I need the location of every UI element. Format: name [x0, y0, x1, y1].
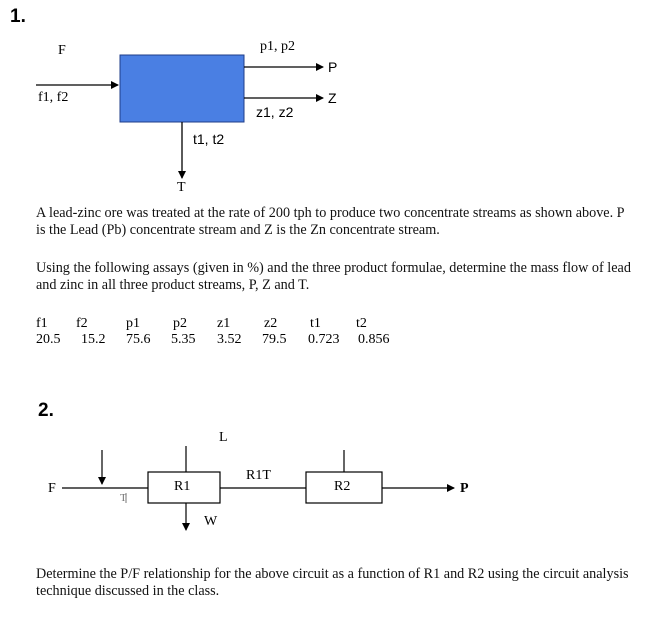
assay-value: 15.2 — [81, 332, 106, 347]
assay-header: z2 — [264, 316, 278, 331]
r1t-label: R1T — [246, 468, 271, 483]
r1-label: R1 — [174, 479, 191, 494]
feed-label: F — [58, 43, 66, 58]
assay-header: p2 — [173, 316, 187, 331]
problem-1-paragraph-1: A lead-zinc ore was treated at the rate of 200 tph to produce two concentrate streams as shown above. P is the Lead (Pb) concentrate stream and Z is the Zn concentrate stream. — [36, 205, 625, 238]
assay-header: t1 — [310, 316, 321, 331]
assay-value: 3.52 — [217, 332, 242, 347]
circuit-t-label: T — [120, 492, 127, 504]
assay-header: f2 — [76, 316, 88, 331]
circuit-f-label: F — [48, 481, 56, 496]
t-assays-label: t1, t2 — [193, 131, 225, 147]
z-stream-label: Z — [328, 90, 337, 106]
problem-1-paragraph-2: Using the following assays (given in %) and the three product formulae, determine the mass flow of lead and zinc in all three product streams, P, Z and T. — [36, 260, 631, 293]
r2-label: R2 — [334, 479, 351, 494]
feed-assays-label: f1, f2 — [38, 90, 69, 105]
assay-value: 75.6 — [126, 332, 151, 347]
z-assays-label: z1, z2 — [256, 104, 294, 120]
assay-header: p1 — [126, 316, 140, 331]
t-stream-label: T — [177, 180, 186, 195]
assay-header: f1 — [36, 316, 48, 331]
problem-1-number: 1. — [10, 6, 26, 27]
assay-header: t2 — [356, 316, 367, 331]
problem-2-paragraph: Determine the P/F relationship for the above circuit as a function of R1 and R2 using the circuit analysis technique discussed in the class. — [36, 566, 629, 599]
circuit-p-label: P — [460, 481, 469, 496]
p-stream-label: P — [328, 59, 338, 75]
assay-value: 0.723 — [308, 332, 340, 347]
product-assays-label: p1, p2 — [260, 39, 295, 54]
assay-value: 20.5 — [36, 332, 61, 347]
assay-header: z1 — [217, 316, 231, 331]
assay-value: 79.5 — [262, 332, 287, 347]
assay-value: 0.856 — [358, 332, 390, 347]
problem-2-number: 2. — [38, 400, 54, 421]
circuit-l-label: L — [219, 430, 228, 445]
circuit-w-label: W — [204, 514, 218, 529]
assay-value: 5.35 — [171, 332, 196, 347]
